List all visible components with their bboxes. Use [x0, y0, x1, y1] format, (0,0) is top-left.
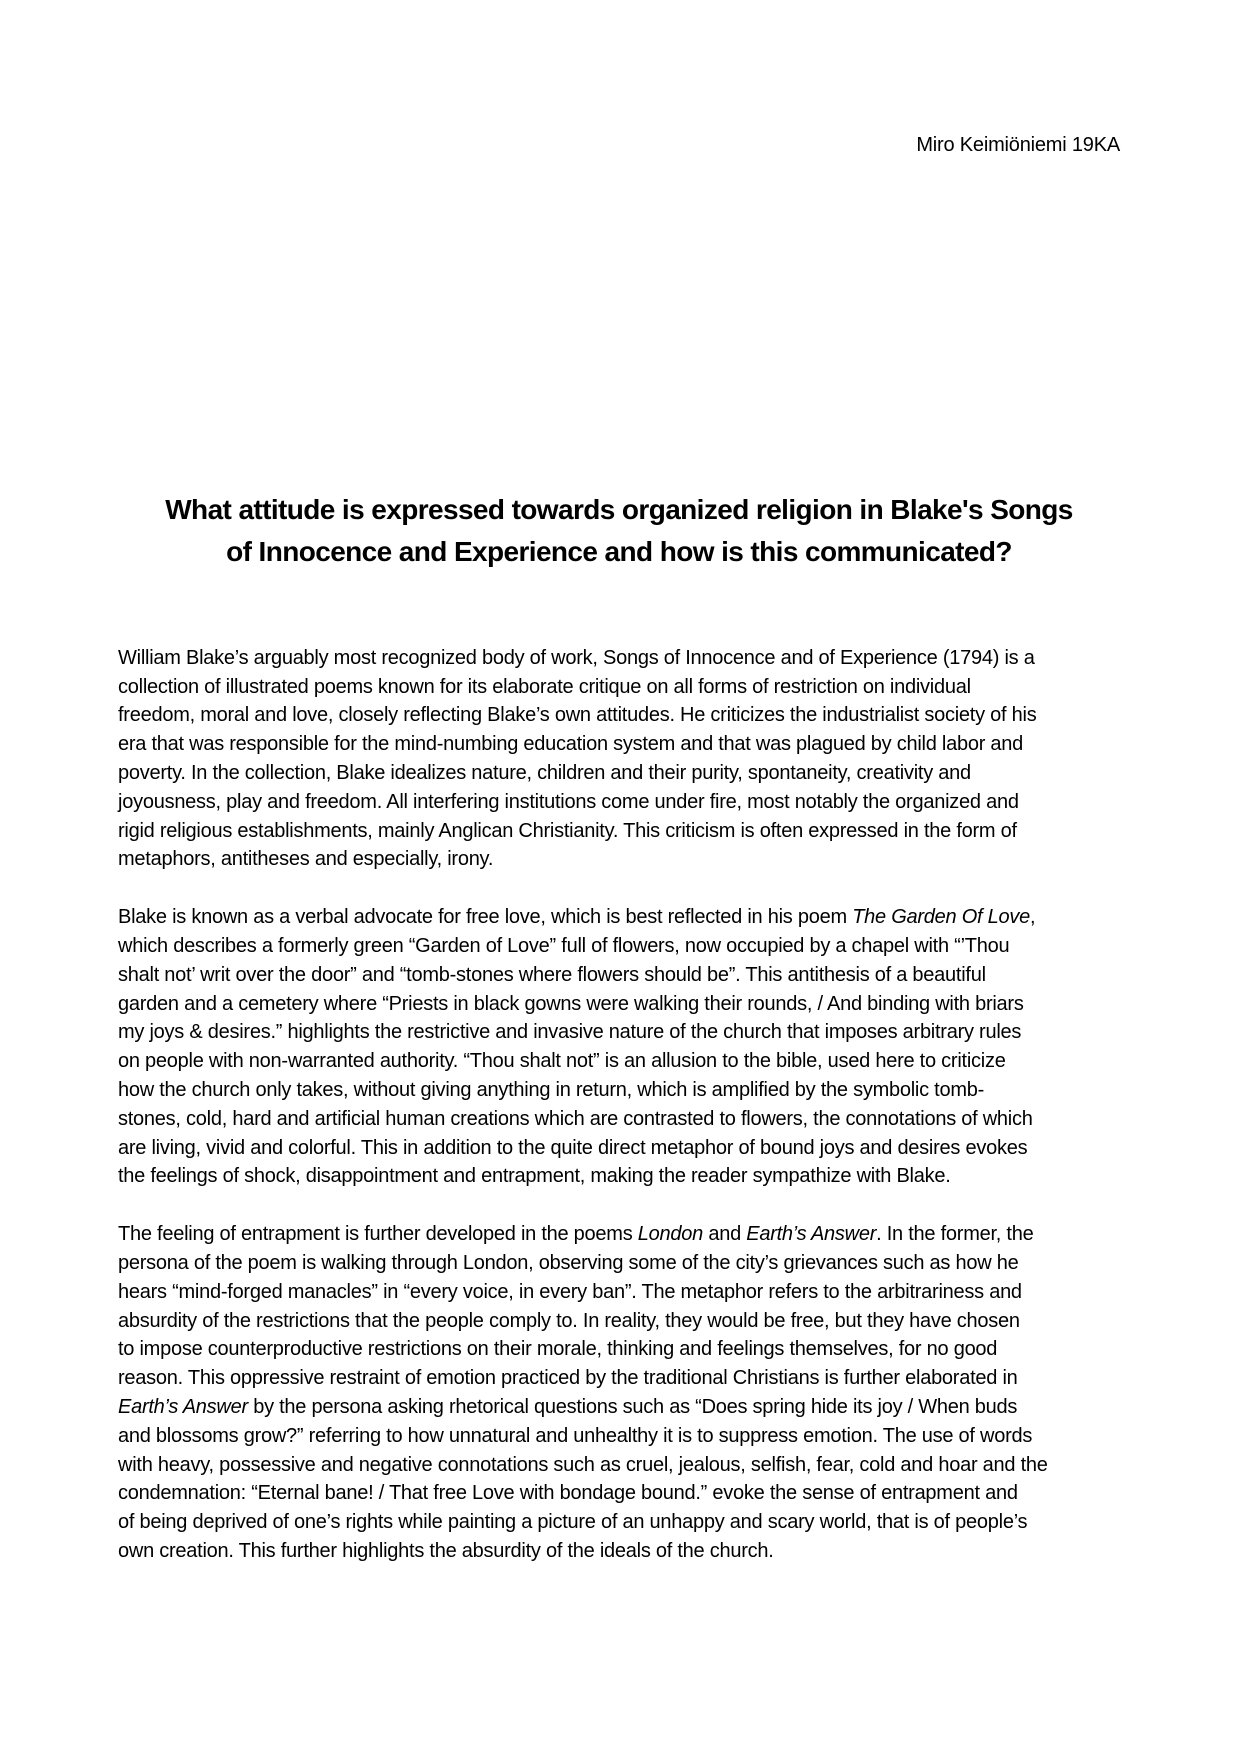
text-line: Blake is known as a verbal advocate for free love, which is best reflected in his poem The Garden Of Love,: [118, 906, 1036, 929]
text-line: with heavy, possessive and negative connotations such as cruel, jealous, selfish, fear, cold and hoar and the: [118, 1453, 1048, 1476]
paragraph: [118, 903, 1120, 1191]
text-line: on people with non-warranted authority. “Thou shalt not” is an allusion to the bible, used here to criticize: [118, 1050, 1006, 1073]
text-line: stones, cold, hard and artificial human creations which are contrasted to flowers, the connotations of which: [118, 1107, 1033, 1130]
text-line: how the church only takes, without giving anything in return, which is amplified by the symbolic tomb-: [118, 1078, 985, 1101]
text-line: The feeling of entrapment is further developed in the poems London and Earth’s Answer. In the former, the: [118, 1223, 1034, 1246]
text-line: Earth’s Answer by the persona asking rhetorical questions such as “Does spring hide its joy / When buds: [118, 1395, 1018, 1418]
text-line: own creation. This further highlights the absurdity of the ideals of the church.: [118, 1539, 774, 1562]
paragraph: [118, 1220, 1120, 1566]
title-line: What attitude is expressed towards organized religion in Blake's Songs: [165, 493, 1073, 525]
text-line: persona of the poem is walking through London, observing some of the city’s grievances such as how he: [118, 1251, 1019, 1274]
essay-title: [118, 489, 1120, 573]
italic-text: London: [637, 1223, 704, 1246]
text-line: reason. This oppressive restraint of emotion practiced by the traditional Christians is further elaborated in: [118, 1367, 1018, 1390]
text-line: which describes a formerly green “Garden of Love” full of flowers, now occupied by a chapel with “’Thou: [118, 934, 1010, 957]
text-line: joyousness, play and freedom. All interfering institutions come under fire, most notably the organized and: [118, 790, 1019, 813]
text-line: shalt not’ writ over the door” and “tomb-stones where flowers should be”. This antithesis of a beautiful: [118, 963, 986, 986]
text-line: condemnation: “Eternal bane! / That free Love with bondage bound.” evoke the sense of entrapment and: [118, 1482, 1018, 1505]
title-line: of Innocence and Experience and how is this communicated?: [226, 535, 1012, 567]
text-line: rigid religious establishments, mainly Anglican Christianity. This criticism is often expressed in the form of: [118, 819, 1017, 842]
text-line: freedom, moral and love, closely reflecting Blake’s own attitudes. He criticizes the industrialist society of his: [118, 704, 1037, 727]
text-line: poverty. In the collection, Blake idealizes nature, children and their purity, spontaneity, creativity and: [118, 761, 971, 784]
text-line: collection of illustrated poems known for its elaborate critique on all forms of restriction on individual: [118, 675, 971, 698]
text-line: of being deprived of one’s rights while painting a picture of an unhappy and scary world, that is of people’s: [118, 1511, 1028, 1534]
header-author: Miro Keimiöniemi 19KA: [916, 134, 1120, 156]
text-line: absurdity of the restrictions that the people comply to. In reality, they would be free, but they have chosen: [118, 1309, 1020, 1332]
essay-body: [118, 644, 1120, 1566]
text-line: metaphors, antitheses and especially, irony.: [118, 848, 494, 871]
text-line: to impose counterproductive restrictions on their morale, thinking and feelings themselves, for no good: [118, 1338, 998, 1361]
text-line: are living, vivid and colorful. This in addition to the quite direct metaphor of bound joys and desires evokes: [118, 1136, 1028, 1159]
paragraph: [118, 644, 1120, 874]
italic-text: The Garden Of Love: [852, 906, 1031, 929]
text-line: the feelings of shock, disappointment and entrapment, making the reader sympathize with Blake.: [118, 1165, 951, 1188]
text-line: garden and a cemetery where “Priests in black gowns were walking their rounds, / And binding with briars: [118, 992, 1024, 1015]
italic-text: Earth’s Answer: [118, 1395, 248, 1418]
text-line: hears “mind-forged manacles” in “every voice, in every ban”. The metaphor refers to the arbitrariness and: [118, 1280, 1022, 1303]
text-line: William Blake’s arguably most recognized body of work, Songs of Innocence and of Experience (1794) is a: [118, 646, 1035, 669]
text-line: era that was responsible for the mind-numbing education system and that was plagued by child labor and: [118, 733, 1024, 756]
text-line: my joys & desires.” highlights the restrictive and invasive nature of the church that imposes arbitrary rules: [118, 1021, 1022, 1044]
text-line: and blossoms grow?” referring to how unnatural and unhealthy it is to suppress emotion. The use of words: [118, 1424, 1033, 1447]
italic-text: Earth’s Answer: [746, 1223, 877, 1246]
